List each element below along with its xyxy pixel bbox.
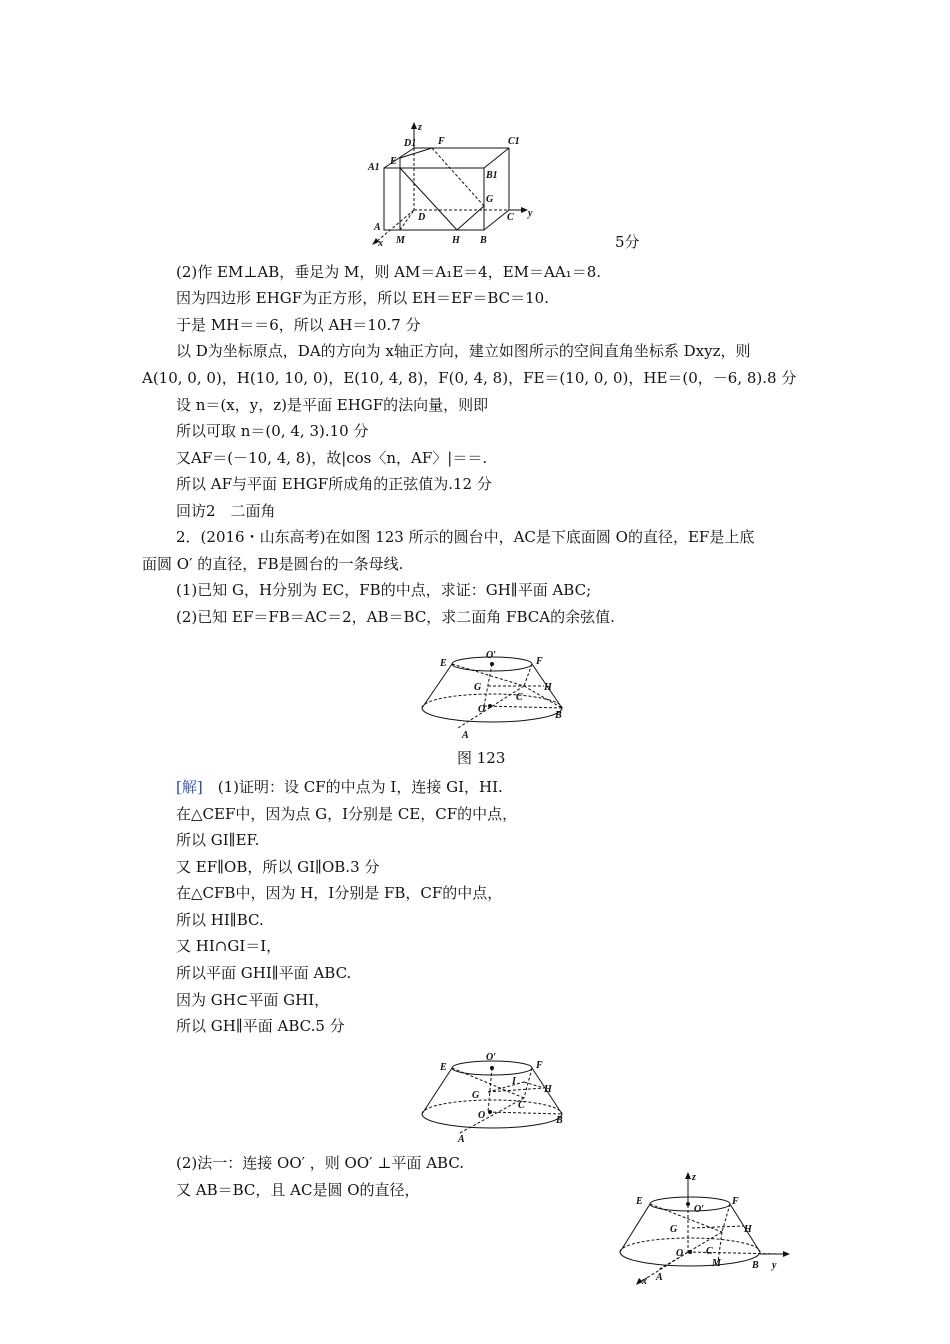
text-line: 又AF＝(－10, 4, 8)，故|cos〈n，AF〉|＝＝. bbox=[176, 449, 488, 467]
score-5: 5分 bbox=[615, 233, 640, 251]
label-x: x bbox=[642, 1276, 647, 1287]
solution-line: 因为 GH⊂平面 GHI， bbox=[176, 991, 330, 1009]
cuboid-figure bbox=[362, 118, 542, 248]
frustum-figure-3 bbox=[610, 1170, 800, 1288]
solution-line: 又 EF∥OB，所以 GI∥OB.3 分 bbox=[176, 858, 380, 876]
label-o: O bbox=[478, 704, 486, 715]
label-e: E bbox=[636, 1196, 643, 1207]
label-a: A bbox=[374, 222, 381, 233]
label-i: I bbox=[512, 1076, 516, 1087]
label-d1: D1 bbox=[404, 138, 417, 149]
label-e: E bbox=[440, 1062, 447, 1073]
label-o-prime: O′ bbox=[694, 1204, 705, 1215]
solution-line: 所以 GH∥平面 ABC.5 分 bbox=[176, 1017, 345, 1035]
label-z: z bbox=[418, 122, 422, 133]
label-f: F bbox=[438, 136, 445, 147]
label-m: M bbox=[396, 235, 405, 246]
text-line: 设 n＝(x，y，z)是平面 EHGF的法向量，则即 bbox=[176, 396, 489, 414]
problem-text: (1)已知 G，H分别为 EC，FB的中点，求证：GH∥平面 ABC; bbox=[176, 581, 592, 599]
label-b: B bbox=[555, 710, 562, 721]
figure-caption: 图 123 bbox=[457, 749, 506, 767]
solution-line: 在△CEF中，因为点 G，I分别是 CE，CF的中点， bbox=[176, 805, 518, 823]
label-f: F bbox=[536, 656, 543, 667]
label-h: H bbox=[452, 235, 460, 246]
text-line: A(10, 0, 0)，H(10, 10, 0)，E(10, 4, 8)，F(0, 4, 8)，FE＝(10, 0, 0)，HE＝(0，－6, 8).8 分 bbox=[142, 369, 797, 387]
solution-line: 所以平面 GHI∥平面 ABC. bbox=[176, 964, 352, 982]
label-h: H bbox=[544, 682, 552, 693]
label-e: E bbox=[440, 658, 447, 669]
text-line: 于是 MH＝＝6，所以 AH＝10.7 分 bbox=[176, 316, 421, 334]
label-m: M bbox=[712, 1258, 721, 1269]
text-line: 所以 AF与平面 EHGF所成角的正弦值为.12 分 bbox=[176, 475, 492, 493]
solution-line: 所以 HI∥BC. bbox=[176, 911, 264, 929]
label-c: C bbox=[507, 212, 514, 223]
label-o-prime: O′ bbox=[486, 1052, 497, 1063]
label-x: x bbox=[378, 238, 383, 248]
label-a: A bbox=[656, 1272, 663, 1283]
label-f: F bbox=[536, 1060, 543, 1071]
text-line: 以 D为坐标原点，DA的方向为 x轴正方向，建立如图所示的空间直角坐标系 Dxyz，则 bbox=[176, 342, 751, 360]
label-e: E bbox=[390, 156, 397, 167]
label-g: G bbox=[486, 194, 494, 205]
label-d: D bbox=[418, 212, 426, 223]
label-f: F bbox=[732, 1196, 739, 1207]
frustum-figure-2 bbox=[408, 1048, 573, 1146]
label-g: G bbox=[474, 682, 482, 693]
label-z: z bbox=[692, 1172, 696, 1183]
label-g: G bbox=[670, 1224, 678, 1235]
label-c: C bbox=[518, 1100, 525, 1111]
problem-text: 面圆 O′ 的直径，FB是圆台的一条母线. bbox=[142, 555, 404, 573]
label-y: y bbox=[772, 1260, 777, 1271]
label-a: A bbox=[458, 1134, 465, 1145]
label-g: G bbox=[472, 1090, 480, 1101]
solution-tag: [解] bbox=[176, 778, 203, 796]
label-o: O bbox=[478, 1110, 486, 1121]
label-c1: C1 bbox=[508, 136, 520, 147]
label-o-prime: O′ bbox=[486, 650, 497, 661]
label-y: y bbox=[528, 208, 533, 219]
problem-text: 2．(2016・山东高考)在如图 123 所示的圆台中，AC是下底面圆 O的直径，EF是上底 bbox=[176, 528, 755, 546]
label-a1: A1 bbox=[368, 162, 380, 173]
text-line: 所以可取 n＝(0, 4, 3).10 分 bbox=[176, 422, 369, 440]
part2-line: 又 AB＝BC，且 AC是圆 O的直径， bbox=[176, 1181, 420, 1199]
label-h: H bbox=[544, 1084, 552, 1095]
frustum-figure-1 bbox=[408, 646, 573, 741]
label-c: C bbox=[706, 1246, 713, 1257]
label-b: B bbox=[480, 235, 487, 246]
label-b: B bbox=[556, 1115, 563, 1126]
section-heading: 回访2 二面角 bbox=[176, 502, 276, 520]
problem-text: (2)已知 EF＝FB＝AC＝2，AB＝BC，求二面角 FBCA的余弦值. bbox=[176, 608, 615, 626]
label-c: C bbox=[516, 692, 523, 703]
solution-first-line: [解] (1)证明：设 CF的中点为 I，连接 GI，HI. bbox=[176, 778, 503, 796]
text-line: (2)作 EM⊥AB，垂足为 M，则 AM＝A₁E＝4，EM＝AA₁＝8. bbox=[176, 263, 602, 281]
label-o: O bbox=[676, 1248, 684, 1259]
label-a: A bbox=[462, 730, 469, 741]
label-h: H bbox=[744, 1224, 752, 1235]
part2-line: (2)法一：连接 OO′ ，则 OO′ ⊥平面 ABC. bbox=[176, 1154, 465, 1172]
label-b1: B1 bbox=[486, 170, 498, 181]
solution-line: 在△CFB中，因为 H，I分别是 FB，CF的中点， bbox=[176, 884, 503, 902]
label-b: B bbox=[752, 1260, 759, 1271]
text-line: 因为四边形 EHGF为正方形，所以 EH＝EF＝BC＝10. bbox=[176, 289, 549, 307]
solution-line: 又 HI∩GI＝I， bbox=[176, 937, 282, 955]
solution-line: 所以 GI∥EF. bbox=[176, 831, 260, 849]
